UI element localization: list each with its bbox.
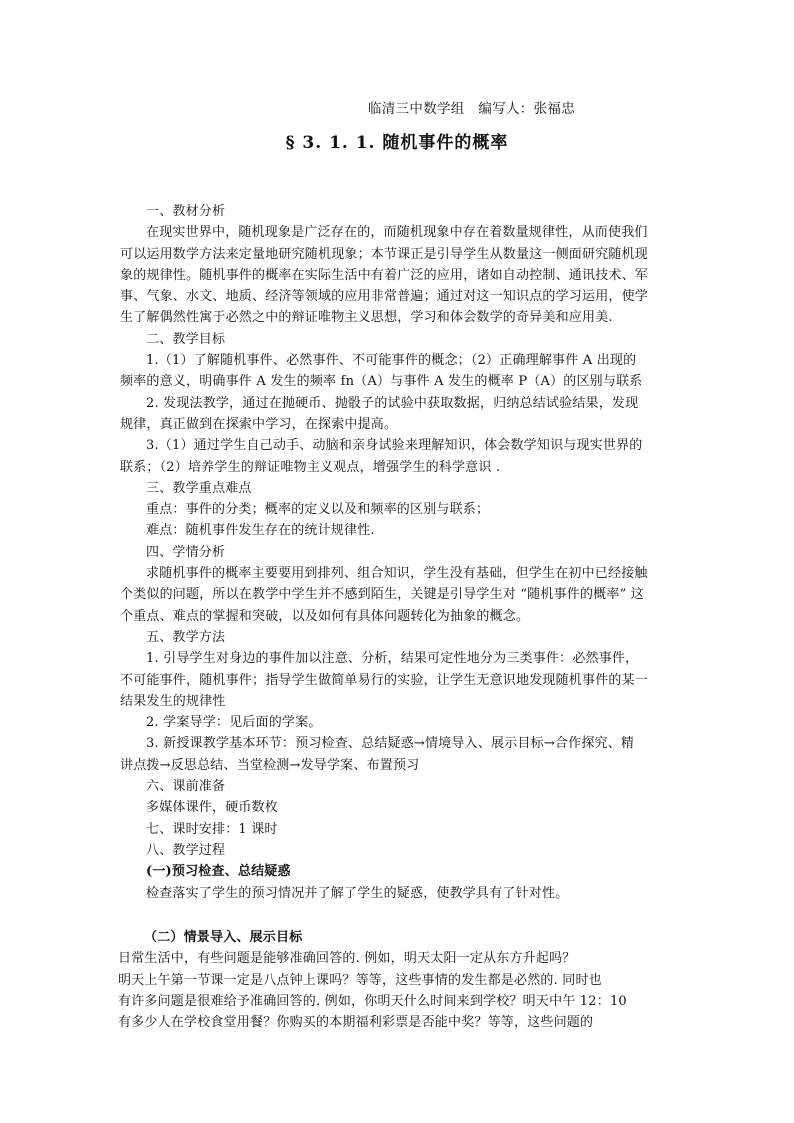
section-heading: 五、教学方法 <box>146 629 226 645</box>
document-tail <box>118 927 678 1033</box>
document-title: § 3. 1. 1. 随机事件的概率 <box>285 133 509 153</box>
paragraph-line: 有多少人在学校食堂用餐？你购买的本期福利彩票是否能中奖？等等，这些问题的 <box>118 1015 594 1031</box>
paragraph-line: 2. 发现法教学，通过在抛硬币、抛骰子的试验中获取数据，归纳总结试验结果，发现 <box>146 395 639 411</box>
paragraph-line: 1.（1）了解随机事件、必然事件、不可能事件的概念；（2）正确理解事件 A 出现的 <box>146 353 637 369</box>
paragraph-line: 联系；（2）培养学生的辩证唯物主义观点，增强学生的科学意识 . <box>120 459 501 475</box>
section-heading: 六、课前准备 <box>146 779 226 795</box>
paragraph-line: 讲点拨→反思总结、当堂检测→发导学案、布置预习 <box>120 757 420 773</box>
author-line: 临清三中数学组 编写人：张福忠 <box>368 101 575 117</box>
paragraph-line: 个类似的问题，所以在教学中学生并不感到陌生，关键是引导学生对 “随机事件的概率” 这 <box>120 587 644 603</box>
section-heading: 四、学情分析 <box>146 544 226 560</box>
paragraph-line: 生了解偶然性寓于必然之中的辩证唯物主义思想，学习和体会数学的奇异美和应用美. <box>120 310 613 326</box>
paragraph-line: 检查落实了学生的预习情况并了解了学生的疑惑，使教学具有了针对性。 <box>146 885 569 901</box>
paragraph-line: 重点：事件的分类；概率的定义以及和频率的区别与联系； <box>146 502 490 518</box>
paragraph-line: 3. 新授课教学基本环节：预习检查、总结疑惑→情境导入、展示目标→合作探究、精 <box>146 736 635 752</box>
paragraph-line: 事、气象、水文、地质、经济等领域的应用非常普遍；通过对这一知识点的学习运用，使学 <box>120 289 649 305</box>
paragraph-line: 日常生活中，有些问题是能够准确回答的. 例如，明天太阳一定从东方升起吗？ <box>118 951 576 967</box>
paragraph-line: 在现实世界中，随机现象是广泛存在的，而随机现象中存在着数量规律性，从而使我们 <box>146 225 648 241</box>
paragraph-line: 难点：随机事件发生存在的统计规律性. <box>146 523 375 539</box>
section-heading: 一、教材分析 <box>146 204 226 219</box>
subsection-heading: (一)预习检查、总结疑惑 <box>146 864 291 880</box>
document-body <box>120 201 680 904</box>
section-heading: 二、教学目标 <box>146 331 226 347</box>
paragraph-line: 规律，真正做到在探索中学习，在探索中提高。 <box>120 416 398 432</box>
paragraph-line: 有许多问题是很难给予准确回答的. 例如，你明天什么时间来到学校？明天中午 12：10 <box>118 993 627 1009</box>
paragraph-line: 不可能事件，随机事件；指导学生做简单易行的实验，让学生无意识地发现随机事件的某一 <box>120 672 649 688</box>
subsection-heading: （二）情景导入、展示目标 <box>144 930 303 945</box>
paragraph-line: 求随机事件的概率主要要用到排列、组合知识，学生没有基础，但学生在初中已经接触 <box>146 566 648 582</box>
paragraph-line: 象的规律性。随机事件的概率在实际生活中有着广泛的应用，诸如自动控制、通讯技术、军 <box>120 267 649 283</box>
section-heading: 八、教学过程 <box>146 842 226 858</box>
paragraph-line: 频率的意义，明确事件 A 发生的频率 fn（A）与事件 A 发生的概率 P（A）的区别与联系 <box>120 374 643 390</box>
paragraph-line: 个重点、难点的掌握和突破，以及如何有具体问题转化为抽象的概念。 <box>120 608 530 624</box>
section-heading: 七、课时安排：1 课时 <box>146 821 278 837</box>
paragraph-line: 多媒体课件，硬币数枚 <box>146 800 279 816</box>
paragraph-line: 可以运用数学方法来定量地研究随机现象；本节课正是引导学生从数量这一侧面研究随机现 <box>120 246 649 262</box>
paragraph-line: 明天上午第一节课一定是八点钟上课吗？等等，这些事情的发生都是必然的. 同时也 <box>118 972 602 988</box>
paragraph-line: 3.（1）通过学生自己动手、动脑和亲身试验来理解知识，体会数学知识与现实世界的 <box>146 438 643 454</box>
paragraph-line: 结果发生的规律性 <box>120 693 226 709</box>
section-heading: 三、教学重点难点 <box>146 480 252 496</box>
paragraph-line: 2. 学案导学：见后面的学案。 <box>146 715 322 731</box>
paragraph-line: 1. 引导学生对身边的事件加以注意、分析，结果可定性地分为三类事件：必然事件， <box>146 651 639 667</box>
